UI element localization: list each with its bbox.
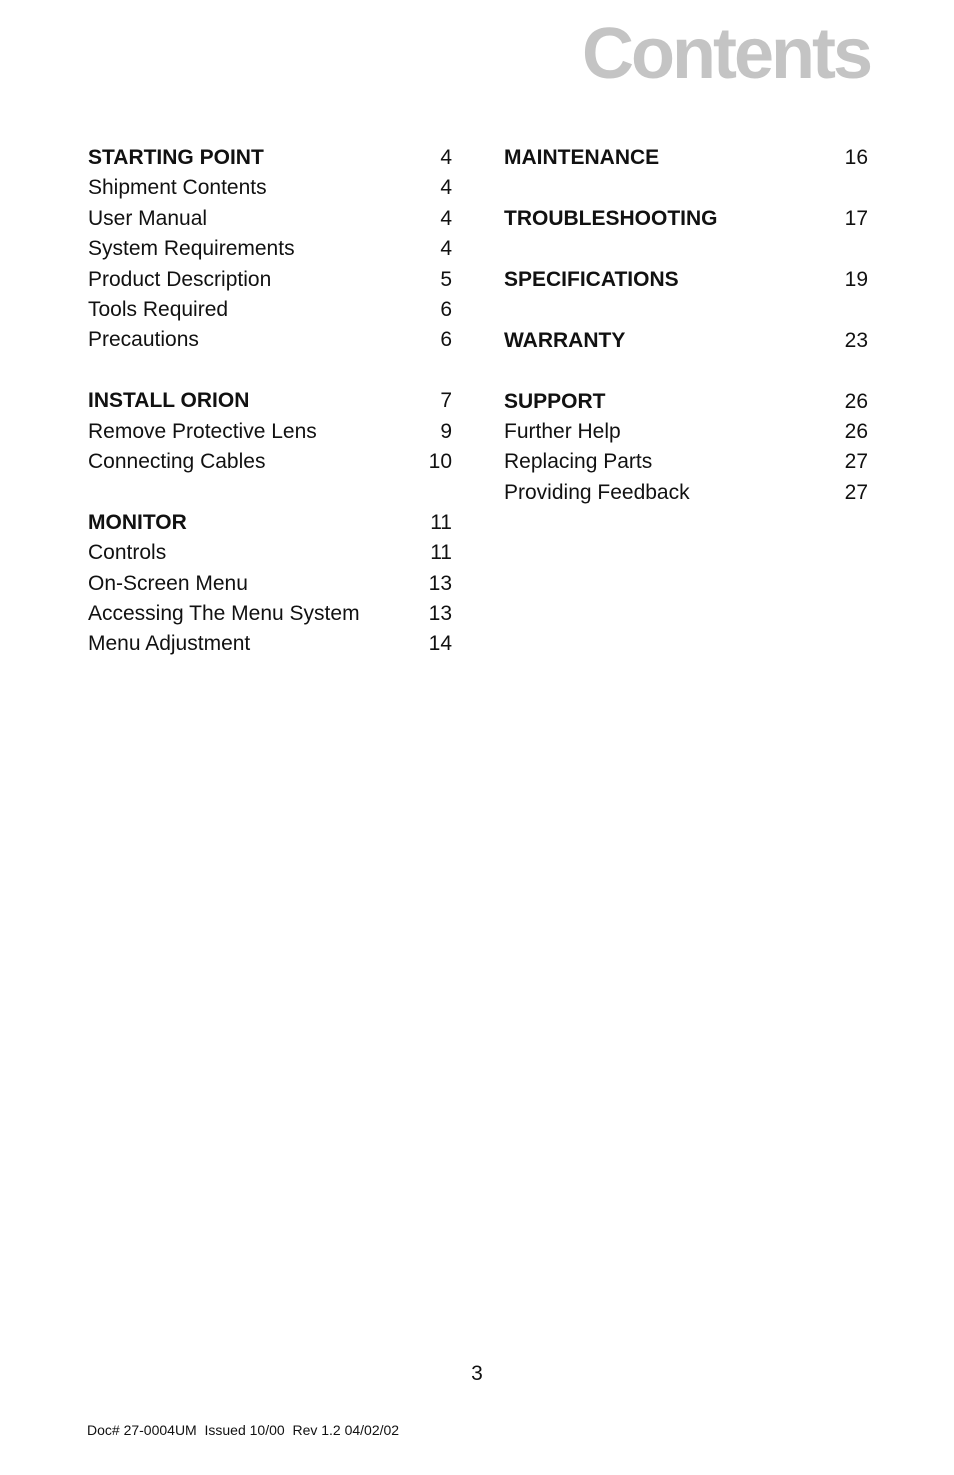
- page-number: 3: [471, 1362, 483, 1385]
- toc-entry[interactable]: [88, 417, 452, 447]
- toc-section-support: [504, 387, 868, 509]
- toc-entry-label: Providing Feedback: [504, 480, 690, 504]
- toc-heading[interactable]: [88, 508, 452, 538]
- toc-entry-page: 14: [428, 632, 452, 656]
- toc-entry[interactable]: [88, 234, 452, 264]
- toc-section-warranty: [504, 326, 868, 356]
- toc-heading-label: INSTALL ORION: [88, 389, 250, 413]
- toc-entry-page: 27: [844, 480, 868, 504]
- toc-heading-page: 11: [430, 510, 452, 534]
- toc-heading-label: SPECIFICATIONS: [504, 267, 679, 291]
- toc-heading-label: STARTING POINT: [88, 146, 264, 169]
- toc-entry[interactable]: [88, 295, 452, 325]
- toc-entry-label: Replacing Parts: [504, 450, 653, 474]
- toc-heading-page: 26: [844, 389, 868, 413]
- toc-entry-label: Precautions: [88, 328, 199, 352]
- toc-entry[interactable]: [88, 204, 452, 234]
- toc-entry[interactable]: [88, 173, 452, 203]
- toc-heading[interactable]: [88, 143, 452, 173]
- toc-entry-label: Further Help: [504, 419, 621, 443]
- toc-entry[interactable]: [88, 629, 452, 659]
- toc-entry-label: User Manual: [88, 206, 208, 230]
- toc-entry-label: Remove Protective Lens: [88, 419, 317, 443]
- page-title: Contents: [582, 14, 870, 94]
- toc-section-troubleshooting: [504, 204, 868, 234]
- toc-left-column: [88, 143, 452, 690]
- toc-section-starting-point: [88, 143, 452, 356]
- toc-entry-page: 6: [440, 328, 452, 352]
- toc-entry[interactable]: [504, 417, 868, 447]
- toc-entry[interactable]: [88, 265, 452, 295]
- toc-section-install-orion: [88, 386, 452, 477]
- toc-entry[interactable]: [504, 478, 868, 508]
- toc-entry[interactable]: [88, 569, 452, 599]
- toc-entry-page: 26: [844, 419, 868, 443]
- document-footer: Doc# 27-0004UM Issued 10/00 Rev 1.2 04/02/02: [87, 1422, 400, 1438]
- toc-entry-page: 13: [428, 602, 452, 626]
- toc-heading-page: 4: [440, 146, 452, 169]
- toc-section-maintenance: [504, 143, 868, 173]
- toc-entry-label: Shipment Contents: [88, 176, 267, 200]
- toc-heading-label: MAINTENANCE: [504, 146, 660, 169]
- toc-heading-page: 17: [844, 206, 868, 230]
- toc-heading-label: SUPPORT: [504, 389, 606, 413]
- toc-entry-label: Tools Required: [88, 297, 229, 321]
- toc-entry-page: 6: [440, 297, 452, 321]
- toc-heading-label: MONITOR: [88, 510, 187, 534]
- toc-entry-label: System Requirements: [88, 237, 295, 261]
- toc-heading-label: TROUBLESHOOTING: [504, 206, 718, 230]
- toc-entry-page: 4: [440, 176, 452, 200]
- toc-heading[interactable]: [504, 204, 868, 234]
- toc-entry-page: 5: [440, 267, 452, 291]
- toc-entry-page: 27: [844, 450, 868, 474]
- toc-heading[interactable]: [504, 143, 868, 173]
- toc-heading[interactable]: [504, 387, 868, 417]
- toc-entry-page: 4: [440, 237, 452, 261]
- toc-heading-page: 16: [844, 146, 868, 169]
- toc-entry-label: Controls: [88, 541, 167, 565]
- toc-heading[interactable]: [88, 386, 452, 416]
- toc-entry-label: On-Screen Menu: [88, 571, 248, 595]
- toc-entry[interactable]: [88, 325, 452, 355]
- toc-heading-page: 7: [440, 389, 452, 413]
- toc-entry-page: 4: [440, 206, 452, 230]
- toc-entry-label: Connecting Cables: [88, 450, 266, 474]
- toc-entry[interactable]: [88, 447, 452, 477]
- toc-entry-label: Accessing The Menu System: [88, 602, 360, 626]
- toc-entry[interactable]: [88, 599, 452, 629]
- toc-section-specifications: [504, 265, 868, 295]
- toc-heading-label: WARRANTY: [504, 328, 626, 352]
- toc-entry[interactable]: [88, 538, 452, 568]
- toc-entry-page: 9: [440, 419, 452, 443]
- toc-right-column: [504, 143, 868, 539]
- toc-entry-label: Product Description: [88, 267, 272, 291]
- toc-heading-page: 23: [844, 328, 868, 352]
- toc-entry[interactable]: [504, 447, 868, 477]
- toc-section-monitor: [88, 508, 452, 660]
- toc-entry-page: 10: [428, 450, 452, 474]
- toc-entry-page: 13: [428, 571, 452, 595]
- toc-heading[interactable]: [504, 265, 868, 295]
- toc-heading[interactable]: [504, 326, 868, 356]
- toc-heading-page: 19: [844, 267, 868, 291]
- toc-entry-page: 11: [430, 541, 452, 565]
- toc-entry-label: Menu Adjustment: [88, 632, 251, 656]
